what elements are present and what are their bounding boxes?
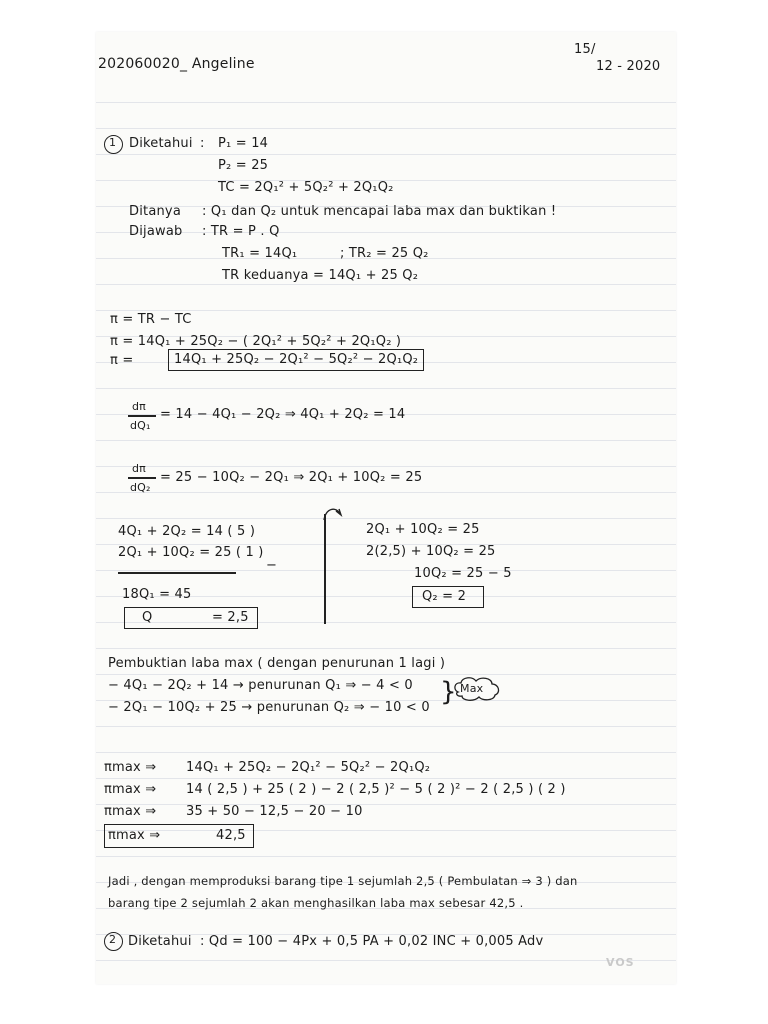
ruled-line bbox=[96, 804, 676, 805]
revenue-2: ; TR₂ = 25 Q₂ bbox=[340, 246, 429, 261]
substitution-1: 2Q₁ + 10Q₂ = 25 bbox=[366, 522, 480, 537]
max-bubble-label: Max bbox=[460, 682, 484, 695]
elimination-eq-1: 4Q₁ + 2Q₂ = 14 ( 5 ) bbox=[118, 524, 256, 539]
pimax-label-4: πmax ⇒ bbox=[108, 828, 161, 843]
pimax-terms: 35 + 50 − 12,5 − 20 − 10 bbox=[186, 804, 363, 819]
total-cost: TC = 2Q₁² + 5Q₂² + 2Q₁Q₂ bbox=[218, 180, 394, 195]
profit-simplified: 14Q₁ + 25Q₂ − 2Q₁² − 5Q₂² − 2Q₁Q₂ bbox=[174, 352, 419, 367]
notebook-page bbox=[96, 32, 676, 984]
pimax-label-2: πmax ⇒ bbox=[104, 782, 157, 797]
ruled-line bbox=[96, 154, 676, 155]
given-colon: : bbox=[200, 136, 205, 151]
ruled-line bbox=[96, 674, 676, 675]
total-revenue: : TR = P . Q bbox=[202, 224, 280, 239]
proof-line-2: − 2Q₁ − 10Q₂ + 25 → penurunan Q₂ ⇒ − 10 < 0 bbox=[108, 700, 430, 715]
conclusion-line-2: barang tipe 2 sejumlah 2 akan menghasilkan laba max sebesar 42,5 . bbox=[108, 896, 524, 910]
revenue-1: TR₁ = 14Q₁ bbox=[222, 246, 298, 261]
substitution-3: 10Q₂ = 25 − 5 bbox=[414, 566, 512, 581]
ruled-line bbox=[96, 128, 676, 129]
question-number: 2 bbox=[109, 933, 117, 946]
profit-simplified-label: π = bbox=[110, 353, 134, 368]
elimination-minus: − bbox=[266, 558, 278, 573]
price-p1: P₁ = 14 bbox=[218, 136, 269, 151]
ruled-line bbox=[96, 102, 676, 103]
date-month-year: 12 - 2020 bbox=[596, 59, 661, 74]
price-p2: P₂ = 25 bbox=[218, 158, 269, 173]
ruled-line bbox=[96, 388, 676, 389]
ruled-line bbox=[96, 960, 676, 961]
ruled-line bbox=[96, 752, 676, 753]
ruled-line bbox=[96, 778, 676, 779]
q2-result: Q₂ = 2 bbox=[422, 589, 467, 604]
elimination-result: 18Q₁ = 45 bbox=[122, 587, 192, 602]
watermark: VOS bbox=[606, 956, 635, 969]
ruled-line bbox=[96, 284, 676, 285]
ruled-line bbox=[96, 856, 676, 857]
pimax-substituted: 14 ( 2,5 ) + 25 ( 2 ) − 2 ( 2,5 )² − 5 ( 2 )² − 2 ( 2,5 ) ( 2 ) bbox=[186, 782, 566, 797]
derivative-1-numerator: dπ bbox=[132, 400, 147, 413]
proof-line-1: − 4Q₁ − 2Q₂ + 14 → penurunan Q₁ ⇒ − 4 < 0 bbox=[108, 678, 413, 693]
asked-label: Ditanya bbox=[129, 204, 181, 219]
ruled-line bbox=[96, 440, 676, 441]
curly-brace-icon: } bbox=[440, 677, 457, 707]
given-label: Diketahui bbox=[129, 136, 193, 151]
pimax-label-1: πmax ⇒ bbox=[104, 760, 157, 775]
ruled-line bbox=[96, 310, 676, 311]
student-name: 202060020_ Angeline bbox=[98, 56, 255, 72]
given-label: Diketahui bbox=[128, 934, 192, 949]
revenue-total: TR keduanya = 14Q₁ + 25 Q₂ bbox=[222, 268, 419, 283]
question-number: 1 bbox=[109, 136, 117, 149]
answer-label: Dijawab bbox=[129, 224, 183, 239]
ruled-line bbox=[96, 570, 676, 571]
fraction-bar bbox=[128, 477, 156, 479]
derivative-2: = 25 − 10Q₂ − 2Q₁ ⇒ 2Q₁ + 10Q₂ = 25 bbox=[160, 470, 423, 485]
demand-equation: : Qd = 100 − 4Px + 0,5 PA + 0,02 INC + 0,005 Adv bbox=[200, 934, 544, 949]
elimination-underline bbox=[118, 572, 236, 574]
derivative-1-denominator: dQ₁ bbox=[130, 419, 151, 432]
proof-title: Pembuktian laba max ( dengan penurunan 1 lagi ) bbox=[108, 656, 446, 671]
asked-text: : Q₁ dan Q₂ untuk mencapai laba max dan buktikan ! bbox=[202, 204, 557, 219]
derivative-2-numerator: dπ bbox=[132, 462, 147, 475]
ruled-line bbox=[96, 232, 676, 233]
curved-arrow-icon bbox=[304, 506, 344, 536]
q1-result-symbol: Q bbox=[142, 610, 153, 625]
ruled-line bbox=[96, 466, 676, 467]
profit-definition: π = TR − TC bbox=[110, 312, 192, 327]
pimax-formula: 14Q₁ + 25Q₂ − 2Q₁² − 5Q₂² − 2Q₁Q₂ bbox=[186, 760, 431, 775]
date-day: 15/ bbox=[574, 42, 596, 57]
pimax-label-3: πmax ⇒ bbox=[104, 804, 157, 819]
ruled-line bbox=[96, 518, 676, 519]
pimax-result: 42,5 bbox=[216, 828, 246, 843]
derivative-2-denominator: dQ₂ bbox=[130, 481, 151, 494]
fraction-bar bbox=[128, 415, 156, 417]
substitution-2: 2(2,5) + 10Q₂ = 25 bbox=[366, 544, 496, 559]
profit-expanded: π = 14Q₁ + 25Q₂ − ( 2Q₁² + 5Q₂² + 2Q₁Q₂ ) bbox=[110, 334, 402, 349]
conclusion-line-1: Jadi , dengan memproduksi barang tipe 1 sejumlah 2,5 ( Pembulatan ⇒ 3 ) dan bbox=[108, 874, 578, 888]
ruled-line bbox=[96, 492, 676, 493]
elimination-eq-2: 2Q₁ + 10Q₂ = 25 ( 1 ) bbox=[118, 545, 264, 560]
ruled-line bbox=[96, 648, 676, 649]
ruled-line bbox=[96, 726, 676, 727]
q1-result-value: = 2,5 bbox=[212, 610, 249, 625]
derivative-1: = 14 − 4Q₁ − 2Q₂ ⇒ 4Q₁ + 2Q₂ = 14 bbox=[160, 407, 406, 422]
